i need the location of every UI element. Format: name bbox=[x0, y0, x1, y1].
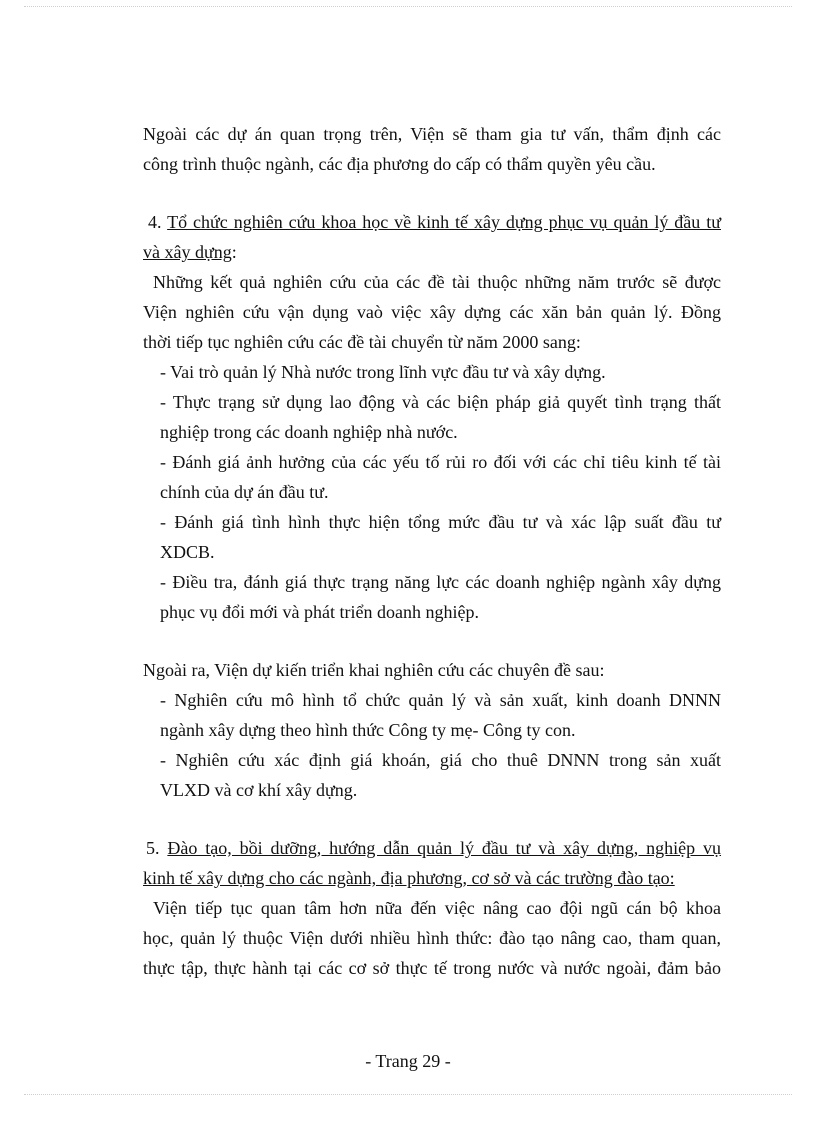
page-number: - Trang 29 - bbox=[365, 1051, 451, 1071]
list-item-line: - Nghiên cứu mô hình tổ chức quản lý và sản xuất, kinh doanh DNNN bbox=[160, 690, 721, 710]
extra-topics bbox=[143, 655, 721, 805]
list-item-line: - Đánh giá tình hình thực hiện tổng mức đầu tư và xác lập suất đầu tư bbox=[160, 512, 721, 532]
list-item-line: - Nghiên cứu xác định giá khoán, giá cho thuê DNNN trong sản xuất bbox=[160, 750, 721, 770]
section-4-heading bbox=[143, 207, 721, 237]
section-4-heading-text: Tổ chức nghiên cứu khoa học về kinh tế xây dựng phục vụ quản lý đầu tư bbox=[167, 212, 721, 232]
list-item-line: - Điều tra, đánh giá thực trạng năng lực các doanh nghiệp ngành xây dựng bbox=[160, 572, 721, 592]
intro-paragraph bbox=[143, 119, 721, 179]
extra-intro-line: Ngoài ra, Viện dự kiến triển khai nghiên cứu các chuyên đề sau: bbox=[143, 660, 605, 680]
section-5-heading bbox=[143, 833, 721, 863]
section-4-number: 4. bbox=[148, 212, 162, 232]
list-item bbox=[143, 685, 721, 745]
list-item bbox=[143, 387, 721, 447]
list-item-line: - Vai trò quản lý Nhà nước trong lĩnh vực đầu tư và xây dựng. bbox=[160, 362, 606, 382]
section-4-paragraph bbox=[143, 267, 721, 357]
section-5-number: 5. bbox=[146, 838, 160, 858]
top-dotted-rule bbox=[24, 6, 792, 7]
paragraph-line: Viện tiếp tục quan tâm hơn nữa đến việc nâng cao đội ngũ cán bộ khoa bbox=[153, 898, 721, 918]
list-item bbox=[143, 567, 721, 627]
paragraph-line: Viện nghiên cứu vận dụng vaò việc xây dựng các xăn bản quản lý. Đồng bbox=[143, 302, 721, 322]
paragraph-line: thời tiếp tục nghiên cứu các đề tài chuyển từ năm 2000 sang: bbox=[143, 332, 581, 352]
section-4-heading-cont bbox=[143, 237, 721, 267]
section-4-heading-text: và xây dựng bbox=[143, 242, 232, 262]
section-4 bbox=[143, 207, 721, 627]
list-item-line: ngành xây dựng theo hình thức Công ty mẹ- Công ty con. bbox=[160, 720, 576, 740]
section-5-heading-text: Đào tạo, bồi dưỡng, hướng dẫn quản lý đầu tư và xây dựng, nghiệp vụ bbox=[167, 838, 722, 858]
section-4-heading-colon: : bbox=[231, 242, 237, 262]
bottom-dotted-rule bbox=[24, 1094, 792, 1095]
section-5 bbox=[143, 833, 721, 983]
list-item-line: chính của dự án đầu tư. bbox=[160, 482, 329, 502]
list-item-line: - Đánh giá ảnh hưởng của các yếu tố rủi ro đối với các chỉ tiêu kinh tế tài bbox=[160, 452, 721, 472]
list-item bbox=[143, 507, 721, 567]
list-item-line: nghiệp trong các doanh nghiệp nhà nước. bbox=[160, 422, 458, 442]
paragraph-line: thực tập, thực hành tại các cơ sở thực tế trong nước và nước ngoài, đảm bảo bbox=[143, 958, 721, 978]
intro-line: Ngoài các dự án quan trọng trên, Viện sẽ tham gia tư vấn, thẩm định các bbox=[143, 124, 721, 144]
list-item-line: phục vụ đổi mới và phát triển doanh nghiệp. bbox=[160, 602, 479, 622]
paragraph-line: Những kết quả nghiên cứu của các đề tài thuộc những năm trước sẽ được bbox=[153, 272, 721, 292]
paragraph-line: học, quản lý thuộc Viện dưới nhiều hình thức: đào tạo nâng cao, tham quan, bbox=[143, 928, 721, 948]
list-item bbox=[143, 447, 721, 507]
list-item-line: XDCB. bbox=[160, 542, 215, 562]
list-item bbox=[143, 745, 721, 805]
list-item bbox=[143, 357, 721, 387]
section-5-paragraph bbox=[143, 893, 721, 983]
section-5-heading-cont bbox=[143, 863, 721, 893]
section-5-heading-text: kinh tế xây dựng cho các ngành, địa phương, cơ sở và các trường đào tạo: bbox=[143, 868, 675, 888]
list-item-line: - Thực trạng sử dụng lao động và các biện pháp giả quyết tình trạng thất bbox=[160, 392, 721, 412]
page-content bbox=[143, 119, 721, 983]
list-item-line: VLXD và cơ khí xây dựng. bbox=[160, 780, 358, 800]
intro-line: công trình thuộc ngành, các địa phương do cấp có thẩm quyền yêu cầu. bbox=[143, 154, 656, 174]
